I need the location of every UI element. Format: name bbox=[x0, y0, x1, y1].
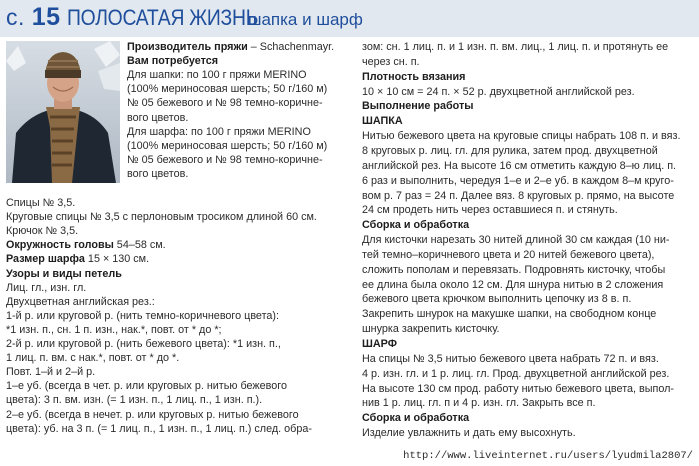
text-content: тей темно–коричневого цвета и 20 нитей бежевого цвета), bbox=[362, 248, 655, 261]
text-content: вом р. 7 раз = 24 п. Далее вяз. 8 круговых р. прямо, на высоте bbox=[362, 189, 675, 202]
text-line bbox=[362, 249, 654, 262]
text-content: Для кисточки нарезать 30 нитей длиной 30 см каждая (10 ни- bbox=[362, 234, 670, 247]
article-subtitle: шапка и шарф bbox=[247, 10, 363, 29]
text-line bbox=[6, 352, 179, 365]
text-content: 10 × 10 см = 24 п. × 52 р. двухцветной английской рез. bbox=[362, 85, 635, 98]
text-line bbox=[6, 197, 75, 210]
text-line bbox=[362, 264, 665, 277]
text-content: зом: сн. 1 лиц. п. и 1 изн. п. вм. лиц., 1 лиц. п. и протянуть ее bbox=[362, 41, 669, 53]
text-heading: Сборка и обработка bbox=[362, 219, 470, 232]
text-content: Двухцветная английская рез.: bbox=[6, 295, 155, 308]
text-line bbox=[362, 234, 669, 247]
text-content: вого цветов. bbox=[127, 167, 189, 180]
text-line bbox=[362, 204, 618, 217]
text-line bbox=[362, 100, 474, 113]
text-line bbox=[6, 409, 299, 422]
man-in-hat-and-scarf-image bbox=[6, 41, 120, 183]
text-content: 8 круговых р. лиц. гл. для рулика, затем прод. двухцветной bbox=[362, 144, 658, 157]
text-content: Круговые спицы № 3,5 с перлоновым тросиком длиной 60 см. bbox=[6, 211, 317, 224]
text-line bbox=[6, 324, 222, 337]
text-content: 1 лиц. п. вм. с нак.*, повт. от * до *. bbox=[6, 352, 180, 365]
page-header bbox=[0, 0, 699, 37]
text-line bbox=[6, 380, 287, 393]
text-line bbox=[127, 97, 323, 110]
text-line bbox=[362, 397, 596, 410]
text-line bbox=[362, 115, 403, 128]
text-line bbox=[6, 211, 317, 224]
text-content: Спицы № 3,5. bbox=[6, 197, 76, 209]
text-content: (100% мериносовая шерсть; 50 г/160 м) bbox=[127, 83, 328, 96]
text-content: 24 см продеть нить через оставшиеся п. и стянуть. bbox=[362, 204, 618, 217]
text-content: сложить пополам и перевязать. Подровнять кисточку, чтобы bbox=[362, 263, 666, 276]
text-line bbox=[127, 168, 188, 181]
text-heading: Производитель пряжи bbox=[127, 41, 248, 53]
text-line bbox=[127, 55, 218, 68]
text-line bbox=[127, 69, 307, 82]
model-photo bbox=[6, 41, 120, 183]
text-line bbox=[127, 112, 188, 125]
text-content: нив 1 р. лиц. гл. п и 4 р. изн. гл. Закрыть все п. bbox=[362, 397, 596, 410]
text-line bbox=[362, 353, 659, 366]
text-line bbox=[362, 427, 576, 440]
header-row bbox=[6, 3, 363, 33]
text-line bbox=[6, 310, 279, 323]
page-prefix: с. bbox=[6, 4, 25, 30]
text-line bbox=[362, 293, 631, 306]
page-number-value: 15 bbox=[31, 3, 61, 31]
text-content: цвета): уб. на 3 п. (= 1 лиц. п., 1 изн. п., 1 лиц. п.) след. обра- bbox=[6, 422, 312, 435]
text-line bbox=[362, 145, 658, 158]
text-heading: ШАПКА bbox=[362, 115, 403, 128]
text-line bbox=[362, 71, 465, 84]
text-content: 6 раз и выполнить, чередуя 1–е и 2–е уб. в каждом 8–м круго- bbox=[362, 174, 674, 187]
text-content: Для шапки: по 100 г пряжи MERINO bbox=[127, 69, 307, 82]
text-content: (100% мериносовая шерсть; 50 г/160 м) bbox=[127, 139, 328, 152]
text-content: вого цветов. bbox=[127, 111, 189, 124]
text-line bbox=[362, 86, 635, 99]
text-content: Закрепить шнурок на макушке шапки, на свободном конце bbox=[362, 308, 657, 321]
text-line bbox=[127, 126, 311, 139]
text-line bbox=[6, 394, 262, 407]
text-line bbox=[362, 160, 676, 173]
text-line bbox=[362, 383, 674, 396]
text-line bbox=[6, 268, 122, 281]
text-heading: ШАРФ bbox=[362, 338, 397, 350]
text-heading: Выполнение работы bbox=[362, 100, 474, 113]
text-line bbox=[362, 412, 469, 425]
page-number bbox=[6, 3, 61, 32]
text-line bbox=[6, 282, 86, 295]
text-content: шнурка закрепить кисточку. bbox=[362, 323, 500, 336]
text-content: На высоте 130 см прод. работу нитью бежевого цвета, выпол- bbox=[362, 382, 675, 395]
text-content: *1 изн. п., сн. 1 п. изн., нак.*, повт. от * до *; bbox=[6, 323, 222, 336]
text-line bbox=[6, 225, 78, 238]
text-content: Повт. 1–й и 2–й р. bbox=[6, 366, 96, 379]
text-content: цвета): 3 п. вм. изн. (= 1 изн. п., 1 лиц. п., 1 изн. п.). bbox=[6, 394, 263, 407]
text-content: 2–е уб. (всегда в нечет. р. или круговых р. нитью бежевого bbox=[6, 408, 299, 421]
text-line bbox=[362, 41, 668, 54]
text-heading: Узоры и виды петель bbox=[6, 267, 122, 280]
text-content: Крючок № 3,5. bbox=[6, 225, 79, 238]
text-line bbox=[6, 423, 312, 436]
text-line bbox=[6, 239, 166, 252]
text-line bbox=[362, 368, 669, 381]
text-line bbox=[127, 154, 323, 167]
text-line bbox=[362, 308, 656, 321]
text-content: № 05 бежевого и № 98 темно-коричне- bbox=[127, 153, 323, 166]
text-line bbox=[362, 56, 420, 69]
text-heading: Вам потребуется bbox=[127, 55, 219, 68]
text-heading: Сборка и обработка bbox=[362, 412, 470, 425]
text-content: На спицы № 3,5 нитью бежевого цвета набрать 72 п. и вяз. bbox=[362, 352, 659, 365]
text-content: бежевого цвета крючком выполнить цепочку из 8 в. п. bbox=[362, 293, 632, 306]
text-content: Лиц. гл., изн. гл. bbox=[6, 281, 87, 294]
text-content: 4 р. изн. гл. и 1 р. лиц. гл. Прод. двухцветной английской рез. bbox=[362, 367, 670, 380]
text-line bbox=[6, 338, 281, 351]
text-content: Для шарфа: по 100 г пряжи MERINO bbox=[127, 125, 311, 138]
text-content: 1-й р. или круговой р. (нить темно-коричневого цвета): bbox=[6, 309, 280, 322]
text-content: 15 × 130 см. bbox=[84, 253, 150, 266]
text-line bbox=[362, 130, 680, 143]
text-content: Изделие увлажнить и дать ему высохнуть. bbox=[362, 427, 576, 440]
text-content: 2-й р. или круговой р. (нить бежевого цвета): *1 изн. п., bbox=[6, 338, 281, 350]
text-line bbox=[127, 83, 327, 96]
text-content: через сн. п. bbox=[362, 55, 420, 68]
text-line bbox=[362, 323, 500, 336]
text-content: № 05 бежевого и № 98 темно-коричне- bbox=[127, 97, 323, 110]
text-line bbox=[362, 279, 663, 292]
text-line bbox=[6, 366, 95, 379]
text-content: – Schachenmayr. bbox=[247, 41, 335, 53]
text-line bbox=[362, 190, 674, 203]
text-content: Нитью бежевого цвета на круговые спицы набрать 108 п. и вяз. bbox=[362, 130, 681, 143]
text-heading: Плотность вязания bbox=[362, 70, 466, 83]
text-line bbox=[362, 219, 469, 232]
text-line bbox=[127, 41, 334, 54]
text-line bbox=[127, 140, 327, 153]
text-line bbox=[362, 175, 674, 188]
text-line bbox=[6, 296, 155, 309]
article-title: ПОЛОСАТАЯ ЖИЗНЬ bbox=[66, 5, 258, 30]
text-line bbox=[6, 253, 149, 266]
text-heading: Окружность головы bbox=[6, 239, 114, 252]
text-content: 54–58 см. bbox=[113, 239, 166, 252]
text-content: ее длина была около 12 см. Для шнура нитью в 2 сложения bbox=[362, 278, 664, 291]
text-content: английской рез. На высоте 16 см отметить каждую 8–ю лиц. п. bbox=[362, 159, 677, 172]
text-line bbox=[362, 338, 397, 351]
text-content: 1–е уб. (всегда в чет. р. или круговых р. нитью бежевого bbox=[6, 380, 287, 393]
text-heading: Размер шарфа bbox=[6, 253, 85, 266]
source-url: http://www.liveinternet.ru/users/lyudmila2807/ bbox=[403, 450, 693, 462]
